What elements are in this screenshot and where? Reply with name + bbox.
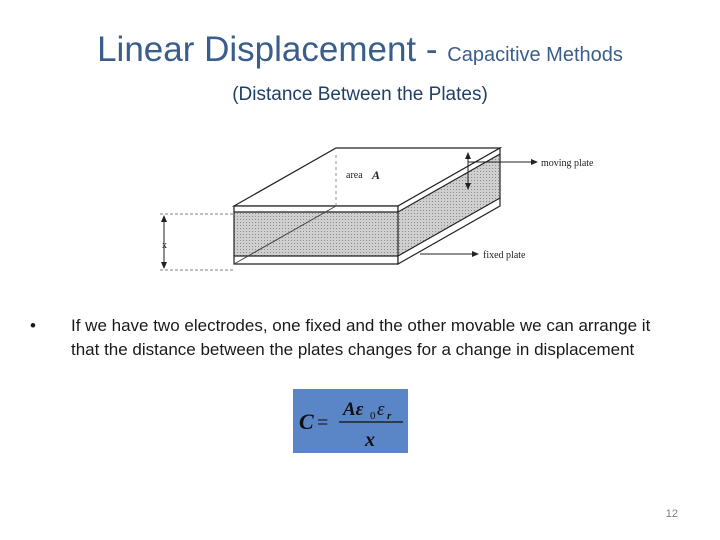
formula-svg [293,389,408,453]
slide-title [0,30,720,70]
capacitor-diagram [150,138,620,280]
moving-plate-front [234,206,398,212]
formula-denominator: x [365,429,375,451]
title-secondary: Capacitive Methods [447,44,623,66]
title-main: Linear Displacement - [97,30,448,69]
formula-sub-zero: 0 [370,410,376,422]
fixed-plate-leader-head [472,251,479,257]
fixed-plate-front [234,256,398,264]
dielectric-front [234,212,398,256]
bullet-marker: • [30,316,36,335]
formula-numerator: Aε [343,399,364,420]
x-dim-arrow-bottom [161,262,167,269]
formula-sub-r: r [387,410,392,422]
formula-lhs: C [299,409,314,434]
slide-subtitle: (Distance Between the Plates) [232,84,488,105]
moving-plate-label: moving plate [541,158,594,169]
formula-equals: = [317,412,329,434]
gap-label: x [162,240,167,251]
x-dim-arrow-top [161,215,167,222]
formula-eps-r: ε [377,399,385,420]
slide-number: 12 [665,508,678,520]
fixed-plate-label: fixed plate [483,250,526,261]
bullet-text: If we have two electrodes, one fixed and the other movable we can arrange it that the distance between the plates changes for a change in displacement [71,316,651,359]
bullet-point [30,314,670,362]
capacitor-diagram-svg [150,138,620,280]
capacitance-formula [293,389,408,453]
moving-plate-leader-head [531,159,538,165]
area-symbol: A [372,168,381,182]
area-label: area [346,170,363,181]
